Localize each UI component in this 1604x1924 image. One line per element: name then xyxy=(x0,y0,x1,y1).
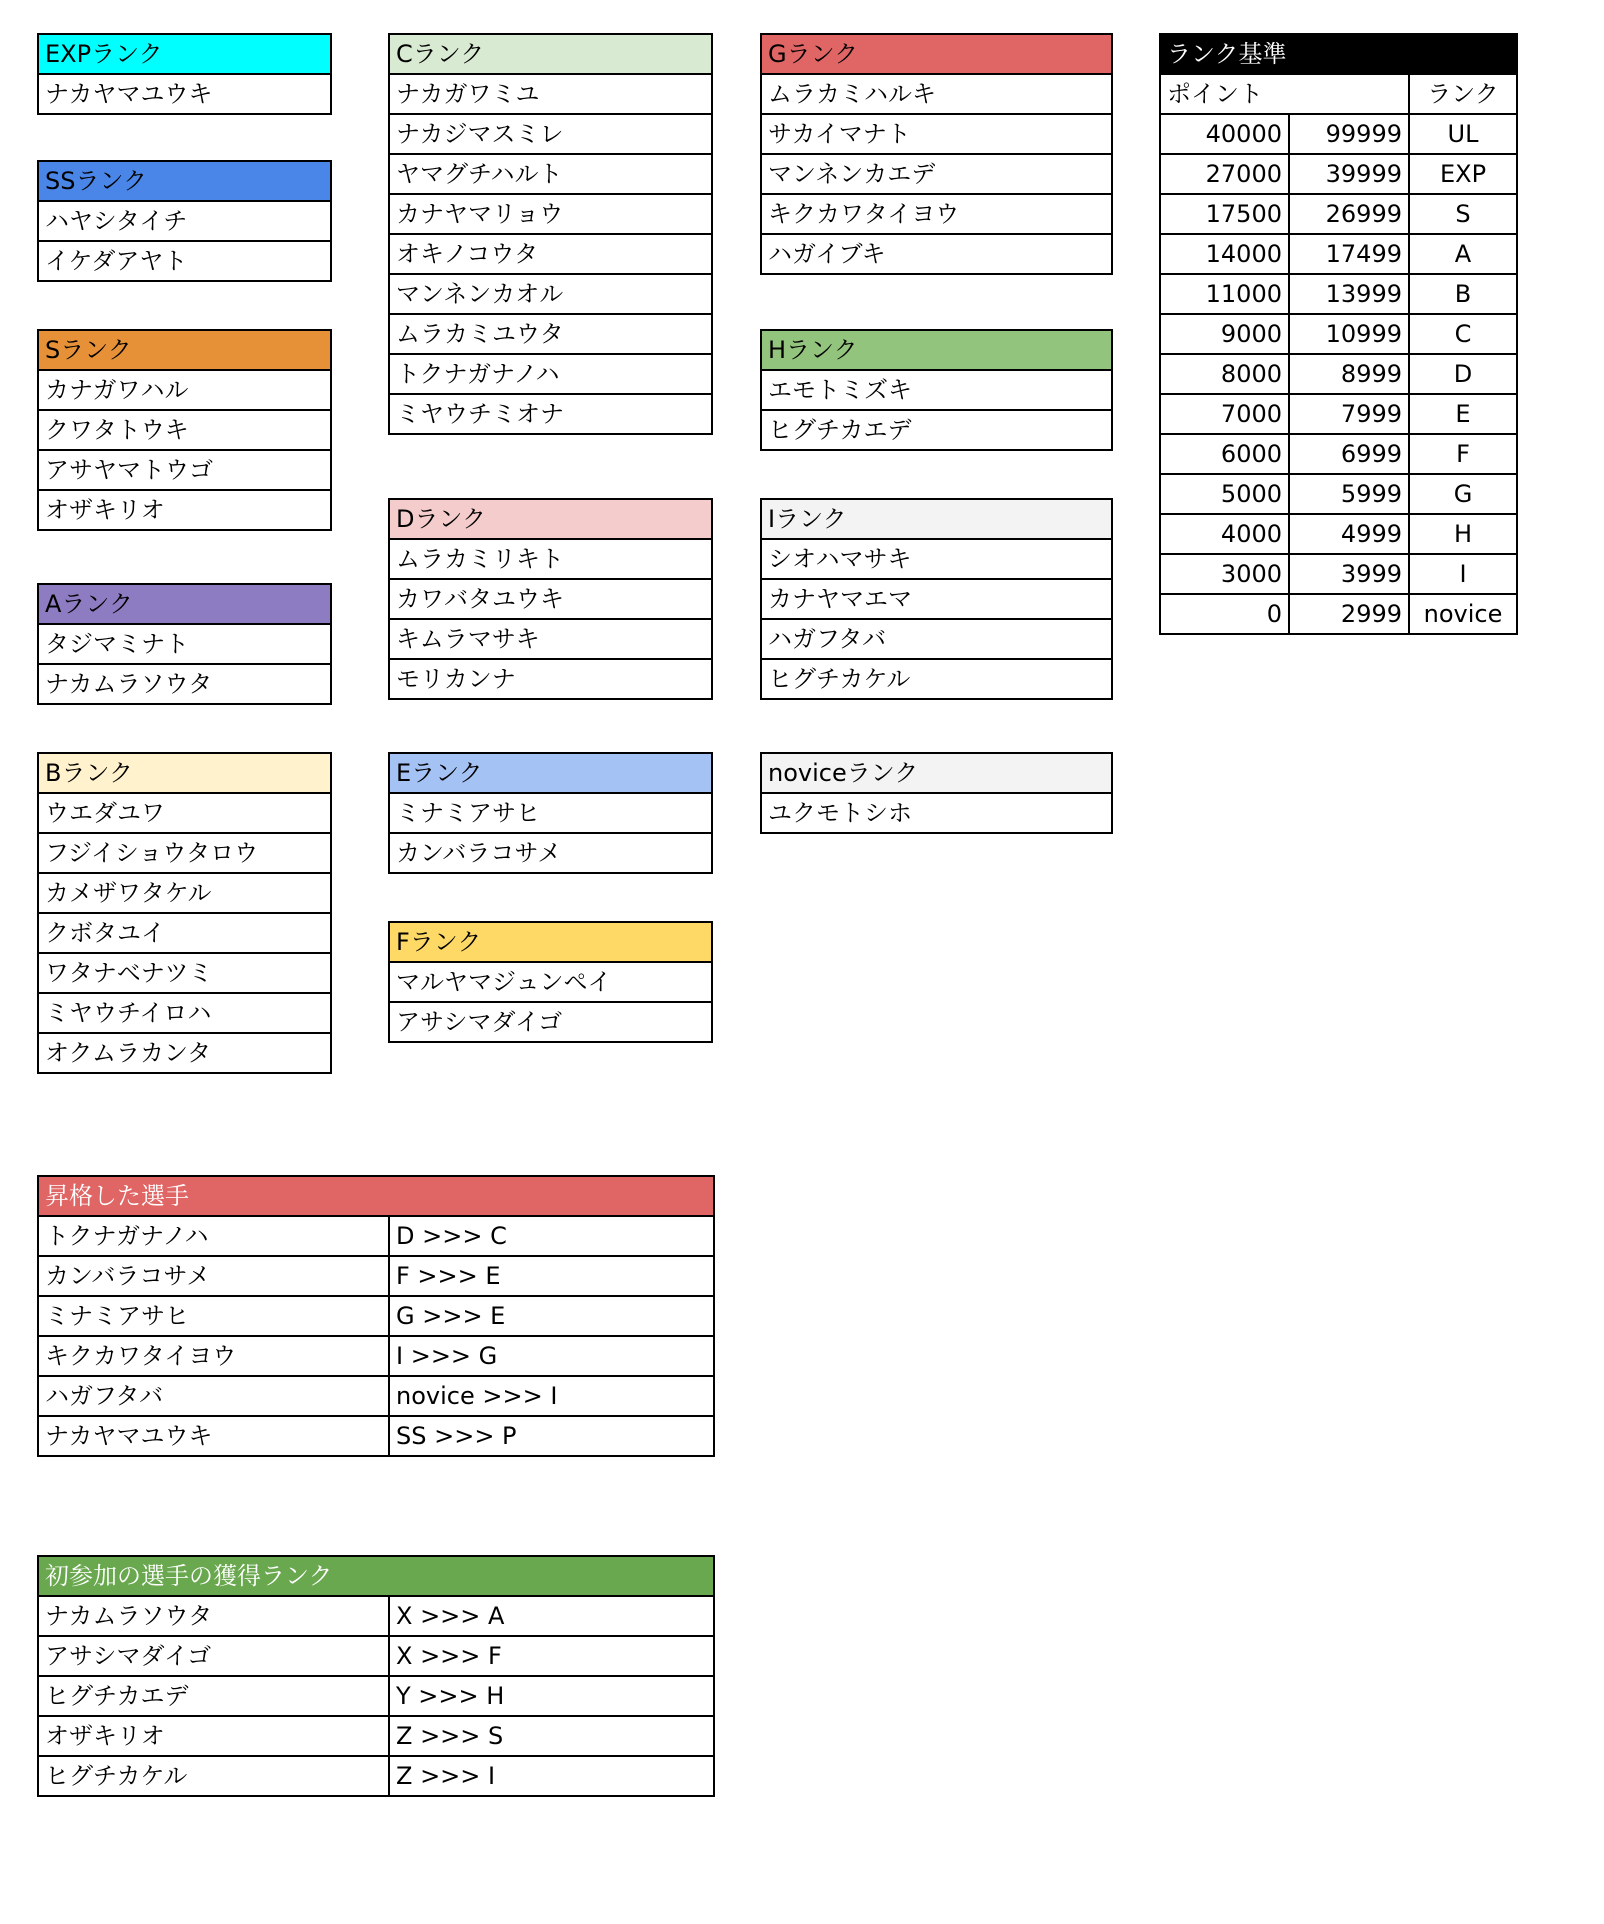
rank-table-novice xyxy=(760,752,1113,834)
rank-header: Hランク xyxy=(761,330,1112,370)
member-name: オキノコウタ xyxy=(389,234,712,274)
promoted-table xyxy=(37,1175,715,1457)
criteria-min: 17500 xyxy=(1160,194,1289,234)
rank-change: SS >>> P xyxy=(389,1416,714,1456)
member-name: カワバタユウキ xyxy=(389,579,712,619)
member-name: ミナミアサヒ xyxy=(389,793,712,833)
criteria-max: 13999 xyxy=(1289,274,1409,314)
criteria-max: 99999 xyxy=(1289,114,1409,154)
criteria-row xyxy=(1160,354,1517,394)
criteria-min: 3000 xyxy=(1160,554,1289,594)
member-row xyxy=(38,370,331,410)
member-row xyxy=(389,154,712,194)
member-name: カナヤマリョウ xyxy=(389,194,712,234)
rank-header-row xyxy=(761,330,1112,370)
member-row xyxy=(38,201,331,241)
member-row xyxy=(389,833,712,873)
member-name: ハガフタバ xyxy=(761,619,1112,659)
criteria-min: 14000 xyxy=(1160,234,1289,274)
rank-change: Y >>> H xyxy=(389,1676,714,1716)
promoted-row xyxy=(38,1216,714,1256)
rank-change: F >>> E xyxy=(389,1256,714,1296)
promoted-row xyxy=(38,1336,714,1376)
member-row xyxy=(38,873,331,913)
member-name: マンネンカオル xyxy=(389,274,712,314)
rank-change: Z >>> S xyxy=(389,1716,714,1756)
member-name: フジイショウタロウ xyxy=(38,833,331,873)
member-name: キムラマサキ xyxy=(389,619,712,659)
member-row xyxy=(389,962,712,1002)
rank-table-ss xyxy=(37,160,332,282)
rank-change: D >>> C xyxy=(389,1216,714,1256)
rank-change: X >>> A xyxy=(389,1596,714,1636)
criteria-min: 40000 xyxy=(1160,114,1289,154)
member-row xyxy=(38,241,331,281)
criteria-title-row xyxy=(1160,34,1517,74)
criteria-max: 2999 xyxy=(1289,594,1409,634)
rank-header: Fランク xyxy=(389,922,712,962)
criteria-rank: novice xyxy=(1409,594,1517,634)
rank-table-c xyxy=(388,33,713,435)
player-name: キクカワタイヨウ xyxy=(38,1336,389,1376)
promoted-row xyxy=(38,1376,714,1416)
member-name: ヤマグチハルト xyxy=(389,154,712,194)
criteria-max: 6999 xyxy=(1289,434,1409,474)
member-row xyxy=(389,394,712,434)
promoted-row xyxy=(38,1416,714,1456)
member-name: ミヤウチミオナ xyxy=(389,394,712,434)
rank-criteria-table xyxy=(1159,33,1518,635)
player-name: ナカムラソウタ xyxy=(38,1596,389,1636)
rank-change: novice >>> I xyxy=(389,1376,714,1416)
rank-header: Bランク xyxy=(38,753,331,793)
player-name: カンバラコサメ xyxy=(38,1256,389,1296)
player-name: アサシマダイゴ xyxy=(38,1636,389,1676)
player-name: ナカヤマユウキ xyxy=(38,1416,389,1456)
member-name: オザキリオ xyxy=(38,490,331,530)
newcomers-table xyxy=(37,1555,715,1797)
member-name: ヒグチカエデ xyxy=(761,410,1112,450)
criteria-min: 9000 xyxy=(1160,314,1289,354)
member-name: トクナガナノハ xyxy=(389,354,712,394)
member-name: ムラカミユウタ xyxy=(389,314,712,354)
member-name: タジマミナト xyxy=(38,624,331,664)
rank-change: G >>> E xyxy=(389,1296,714,1336)
member-row xyxy=(761,154,1112,194)
member-name: モリカンナ xyxy=(389,659,712,699)
criteria-rank: E xyxy=(1409,394,1517,434)
rank-header: Gランク xyxy=(761,34,1112,74)
criteria-row xyxy=(1160,474,1517,514)
rank-table-g xyxy=(760,33,1113,275)
member-row xyxy=(761,619,1112,659)
rank-header-row xyxy=(389,34,712,74)
member-row xyxy=(38,953,331,993)
member-row xyxy=(389,539,712,579)
member-name: マルヤマジュンペイ xyxy=(389,962,712,1002)
member-name: アサヤマトウゴ xyxy=(38,450,331,490)
member-name: ハヤシタイチ xyxy=(38,201,331,241)
member-name: サカイマナト xyxy=(761,114,1112,154)
rank-table-i xyxy=(760,498,1113,700)
rank-header: Aランク xyxy=(38,584,331,624)
member-row xyxy=(389,234,712,274)
criteria-header-points: ポイント xyxy=(1160,74,1409,114)
rank-header-row xyxy=(38,330,331,370)
criteria-row xyxy=(1160,314,1517,354)
criteria-rank: D xyxy=(1409,354,1517,394)
member-row xyxy=(761,793,1112,833)
member-row xyxy=(761,370,1112,410)
member-name: ウエダユワ xyxy=(38,793,331,833)
rank-table-exp xyxy=(37,33,332,115)
member-name: ムラカミリキト xyxy=(389,539,712,579)
member-name: シオハマサキ xyxy=(761,539,1112,579)
member-row xyxy=(761,410,1112,450)
criteria-row xyxy=(1160,394,1517,434)
member-row xyxy=(389,314,712,354)
criteria-rank: A xyxy=(1409,234,1517,274)
criteria-min: 27000 xyxy=(1160,154,1289,194)
criteria-max: 8999 xyxy=(1289,354,1409,394)
member-row xyxy=(38,1033,331,1073)
criteria-min: 5000 xyxy=(1160,474,1289,514)
member-name: カナガワハル xyxy=(38,370,331,410)
newcomers-row xyxy=(38,1636,714,1676)
promoted-title: 昇格した選手 xyxy=(38,1176,714,1216)
criteria-row xyxy=(1160,234,1517,274)
member-row xyxy=(761,659,1112,699)
criteria-max: 5999 xyxy=(1289,474,1409,514)
criteria-max: 4999 xyxy=(1289,514,1409,554)
criteria-rank: S xyxy=(1409,194,1517,234)
criteria-row xyxy=(1160,434,1517,474)
rank-table-h xyxy=(760,329,1113,451)
member-row xyxy=(38,833,331,873)
member-name: カメザワタケル xyxy=(38,873,331,913)
player-name: ヒグチカエデ xyxy=(38,1676,389,1716)
newcomers-row xyxy=(38,1716,714,1756)
criteria-rank: EXP xyxy=(1409,154,1517,194)
member-row xyxy=(38,624,331,664)
criteria-rank: B xyxy=(1409,274,1517,314)
member-name: ナカムラソウタ xyxy=(38,664,331,704)
rank-table-b xyxy=(37,752,332,1074)
member-row xyxy=(389,114,712,154)
newcomers-title-row xyxy=(38,1556,714,1596)
promoted-title-row xyxy=(38,1176,714,1216)
criteria-row xyxy=(1160,594,1517,634)
member-row xyxy=(389,579,712,619)
criteria-min: 7000 xyxy=(1160,394,1289,434)
member-row xyxy=(389,354,712,394)
rank-header: Iランク xyxy=(761,499,1112,539)
rank-header-row xyxy=(761,499,1112,539)
criteria-min: 8000 xyxy=(1160,354,1289,394)
player-name: ハガフタバ xyxy=(38,1376,389,1416)
rank-header-row xyxy=(761,34,1112,74)
member-row xyxy=(761,74,1112,114)
criteria-min: 11000 xyxy=(1160,274,1289,314)
member-row xyxy=(38,490,331,530)
member-name: クボタユイ xyxy=(38,913,331,953)
member-name: クワタトウキ xyxy=(38,410,331,450)
criteria-rank: UL xyxy=(1409,114,1517,154)
rank-header: noviceランク xyxy=(761,753,1112,793)
member-row xyxy=(38,450,331,490)
criteria-row xyxy=(1160,554,1517,594)
promoted-row xyxy=(38,1296,714,1336)
member-row xyxy=(761,194,1112,234)
rank-table-f xyxy=(388,921,713,1043)
rank-header-row xyxy=(38,753,331,793)
rank-header-row xyxy=(389,499,712,539)
rank-table-s xyxy=(37,329,332,531)
member-name: カンバラコサメ xyxy=(389,833,712,873)
criteria-min: 6000 xyxy=(1160,434,1289,474)
criteria-header-rank: ランク xyxy=(1409,74,1517,114)
promoted-row xyxy=(38,1256,714,1296)
rank-header-row xyxy=(38,584,331,624)
member-row xyxy=(38,913,331,953)
criteria-rank: F xyxy=(1409,434,1517,474)
rank-header: SSランク xyxy=(38,161,331,201)
criteria-max: 17499 xyxy=(1289,234,1409,274)
member-row xyxy=(38,664,331,704)
criteria-rank: H xyxy=(1409,514,1517,554)
member-name: ムラカミハルキ xyxy=(761,74,1112,114)
member-row xyxy=(389,74,712,114)
member-name: ハガイブキ xyxy=(761,234,1112,274)
criteria-rank: C xyxy=(1409,314,1517,354)
member-name: マンネンカエデ xyxy=(761,154,1112,194)
player-name: ミナミアサヒ xyxy=(38,1296,389,1336)
member-name: ヒグチカケル xyxy=(761,659,1112,699)
member-name: キクカワタイヨウ xyxy=(761,194,1112,234)
rank-table-d xyxy=(388,498,713,700)
criteria-min: 0 xyxy=(1160,594,1289,634)
rank-header-row xyxy=(38,161,331,201)
member-name: カナヤマエマ xyxy=(761,579,1112,619)
criteria-max: 7999 xyxy=(1289,394,1409,434)
criteria-rank: I xyxy=(1409,554,1517,594)
criteria-max: 10999 xyxy=(1289,314,1409,354)
rank-table-a xyxy=(37,583,332,705)
member-row xyxy=(761,234,1112,274)
member-row xyxy=(38,74,331,114)
member-row xyxy=(389,194,712,234)
newcomers-row xyxy=(38,1596,714,1636)
criteria-row xyxy=(1160,514,1517,554)
member-row xyxy=(761,539,1112,579)
rank-header-row xyxy=(389,753,712,793)
rank-change: Z >>> I xyxy=(389,1756,714,1796)
member-name: ミヤウチイロハ xyxy=(38,993,331,1033)
member-row xyxy=(389,619,712,659)
member-row xyxy=(389,659,712,699)
newcomers-row xyxy=(38,1756,714,1796)
rank-header: EXPランク xyxy=(38,34,331,74)
member-row xyxy=(389,793,712,833)
criteria-max: 26999 xyxy=(1289,194,1409,234)
player-name: オザキリオ xyxy=(38,1716,389,1756)
member-name: ナカジマスミレ xyxy=(389,114,712,154)
rank-header-row xyxy=(761,753,1112,793)
rank-header-row xyxy=(38,34,331,74)
member-row xyxy=(38,793,331,833)
member-row xyxy=(761,114,1112,154)
member-name: イケダアヤト xyxy=(38,241,331,281)
rank-table-e xyxy=(388,752,713,874)
member-name: ワタナベナツミ xyxy=(38,953,331,993)
member-row xyxy=(761,579,1112,619)
member-name: アサシマダイゴ xyxy=(389,1002,712,1042)
criteria-row xyxy=(1160,274,1517,314)
member-name: ユクモトシホ xyxy=(761,793,1112,833)
rank-header-row xyxy=(389,922,712,962)
member-name: ナカガワミユ xyxy=(389,74,712,114)
rank-header: Cランク xyxy=(389,34,712,74)
criteria-header-row xyxy=(1160,74,1517,114)
criteria-row xyxy=(1160,114,1517,154)
player-name: トクナガナノハ xyxy=(38,1216,389,1256)
member-row xyxy=(389,274,712,314)
criteria-title: ランク基準 xyxy=(1160,34,1517,74)
member-row xyxy=(389,1002,712,1042)
rank-header: Sランク xyxy=(38,330,331,370)
member-name: オクムラカンタ xyxy=(38,1033,331,1073)
newcomers-title: 初参加の選手の獲得ランク xyxy=(38,1556,714,1596)
criteria-row xyxy=(1160,154,1517,194)
criteria-row xyxy=(1160,194,1517,234)
rank-header: Eランク xyxy=(389,753,712,793)
newcomers-row xyxy=(38,1676,714,1716)
member-name: ナカヤマユウキ xyxy=(38,74,331,114)
player-name: ヒグチカケル xyxy=(38,1756,389,1796)
rank-change: X >>> F xyxy=(389,1636,714,1676)
member-row xyxy=(38,410,331,450)
member-name: エモトミズキ xyxy=(761,370,1112,410)
rank-header: Dランク xyxy=(389,499,712,539)
criteria-max: 39999 xyxy=(1289,154,1409,194)
criteria-min: 4000 xyxy=(1160,514,1289,554)
criteria-rank: G xyxy=(1409,474,1517,514)
member-row xyxy=(38,993,331,1033)
criteria-max: 3999 xyxy=(1289,554,1409,594)
rank-change: I >>> G xyxy=(389,1336,714,1376)
